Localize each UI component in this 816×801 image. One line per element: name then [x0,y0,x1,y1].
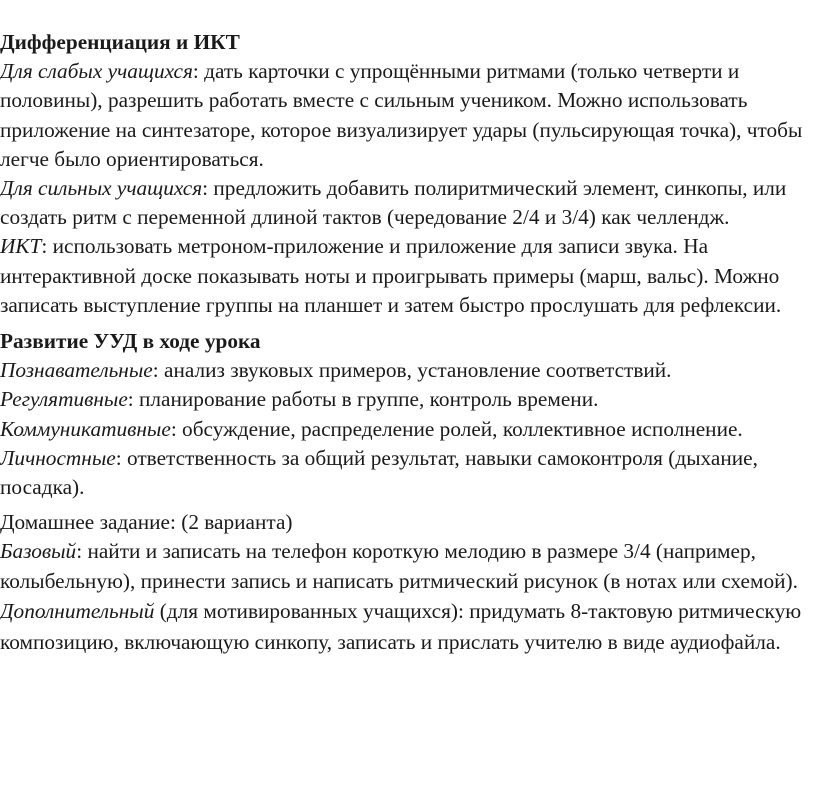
italic-label: Для слабых учащихся [0,59,193,84]
paragraph-communicative [0,415,812,444]
italic-label: Дополнительный [0,598,155,623]
paragraph-text: (для мотивированных учащихся): придумать 8-тактовую ритмическую композицию, включающую синкопу, записать и прислать учителю в виде аудиофайла. [0,598,802,655]
paragraph-text: : обсуждение, распределение ролей, коллективное исполнение. [170,416,743,441]
italic-label: ИКТ [0,234,42,259]
paragraph-strong-students [0,174,812,232]
italic-label: Для сильных учащихся [0,176,203,201]
paragraph-personal [0,444,812,502]
paragraph-extra [0,596,812,659]
italic-label: Личностные [0,445,116,470]
section-homework-extra [0,596,812,659]
paragraph-regulatory [0,385,812,414]
italic-label: Регулятивные [0,387,128,412]
italic-label: Базовый [0,539,77,564]
paragraph-ict [0,232,812,320]
italic-label: Коммуникативные [0,416,171,441]
homework-heading: Домашнее задание: (2 варианта) [0,510,293,535]
paragraph-text: : предложить добавить полиритмический элемент, синкопы, или создать ритм с переменной длиной тактов (чередование 2/4 и 3/4) как челлендж. [0,176,787,230]
section-uud [0,327,812,502]
section-heading: Дифференциация и ИКТ [0,30,240,54]
paragraph-text: : дать карточки с упрощёнными ритмами (только четверти и половины), разрешить работать вместе с сильным учеником. Можно использовать приложение на синтезаторе, которое визуализирует удары (пульсирующая точка), чтобы легче было ориентироваться. [0,59,803,171]
paragraph-weak-students [0,57,812,174]
section-differentiation-ict [0,28,812,320]
italic-label: Познавательные [0,358,153,383]
paragraph-text: : анализ звуковых примеров, установление соответствий. [152,358,672,383]
paragraph-cognitive [0,356,812,385]
paragraph-basic [0,537,812,595]
paragraph-text: : использовать метроном-приложение и приложение для записи звука. На интерактивной доске показывать ноты и проигрывать примеры (марш, вальс). Можно записать выступление группы на планшет и затем быстро прослушать для рефлексии. [0,234,782,317]
section-heading: Развитие УУД в ходе урока [0,329,261,354]
paragraph-text: : ответственность за общий результат, навыки самоконтроля (дыхание, посадка). [0,445,758,500]
section-homework [0,508,812,596]
paragraph-text: : найти и записать на телефон короткую мелодию в размере 3/4 (например, колыбельную), принести запись и написать ритмический рисунок (в нотах или схемой). [0,539,798,593]
document-page [0,28,812,659]
paragraph-text: : планирование работы в группе, контроль времени. [127,387,599,412]
